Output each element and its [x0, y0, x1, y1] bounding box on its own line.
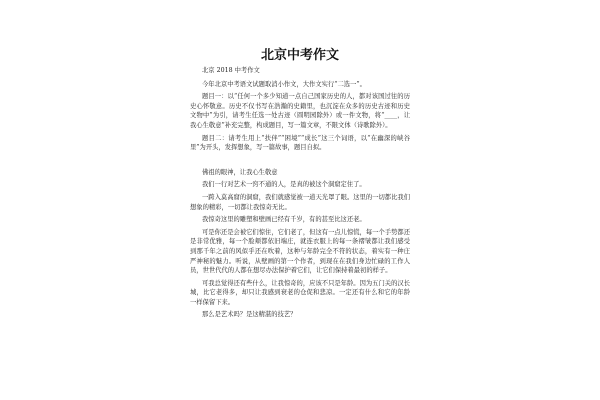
essay-paragraph: 一跨入莫高窟的洞窟，我们就感觉被一道天光罩了眼。这里的一切都比我们想象的精彩，一切都让我惊奇无比。 — [190, 193, 410, 211]
essay-paragraph: 可是你还是会被它们惊住，它们老了，但这有一点儿惊慌，每一个手势都还是非常优雅，每一个脸颊都依旧端庄，就连衣服上的每一条褶皱都让我们感受到那千年之前的风似乎还在吹着，这种与年龄完全不符的状态，着实有一种庄严神秘的魅力。听说，从壁画的第一个作者，到现在在我们身边忙碌的工作人员，世世代代的人都在想尽办法保护着它们，让它们保持着最初的样子。 — [190, 228, 410, 275]
essay-paragraph: 那么是艺术吗？是这精湛的技艺？ — [202, 311, 297, 319]
essay-title: 佛祖的眼神，让我心生敬意 — [202, 168, 278, 176]
page-title: 北京中考作文 — [260, 48, 339, 63]
intro-paragraph: 今年北京中考语文试题取消小作文，大作文实行“二选一”。 — [202, 80, 366, 88]
essay-paragraph: 我惊奇这里的雕塑和壁画已经有千岁，有的甚至比这还老。 — [202, 216, 366, 224]
topic-one-paragraph: 题目一：以“任何一个多少知道一点自己国家历史的人，都对该国过往的历史心怀敬意。历史不仅书写在浩瀚的史籍里，也沉淀在众多的历史古迹和历史文物中”为引，请考生任选一处古迹（圆明园除外）或一件文物，将“____，让我心生敬意”补充完整，构成题目，写一篇文章，不限文体（诗歌除外）。 — [190, 93, 410, 129]
topic-two-paragraph: 题目二：请考生用上“扶伴”“困境”“成长”这三个词语，以“在幽深的峡谷里”为开头，发挥想象，写一篇故事，题目自拟。 — [190, 134, 410, 152]
document-subtitle: 北京 2018 中考作文 — [202, 67, 260, 74]
document-body — [190, 66, 410, 323]
essay-paragraph: 我们一行对艺术一窍不通的人，是真的被这个洞窟定住了。 — [202, 181, 366, 189]
essay-paragraph: 可我总觉得还有些什么，让我惊奇的，应该不只是年龄。因为五门关的汉长城，比它老得多，却只让我感到衰老的仓促和悲凉。一定还有什么和它的年龄一样保留下来。 — [190, 279, 410, 306]
